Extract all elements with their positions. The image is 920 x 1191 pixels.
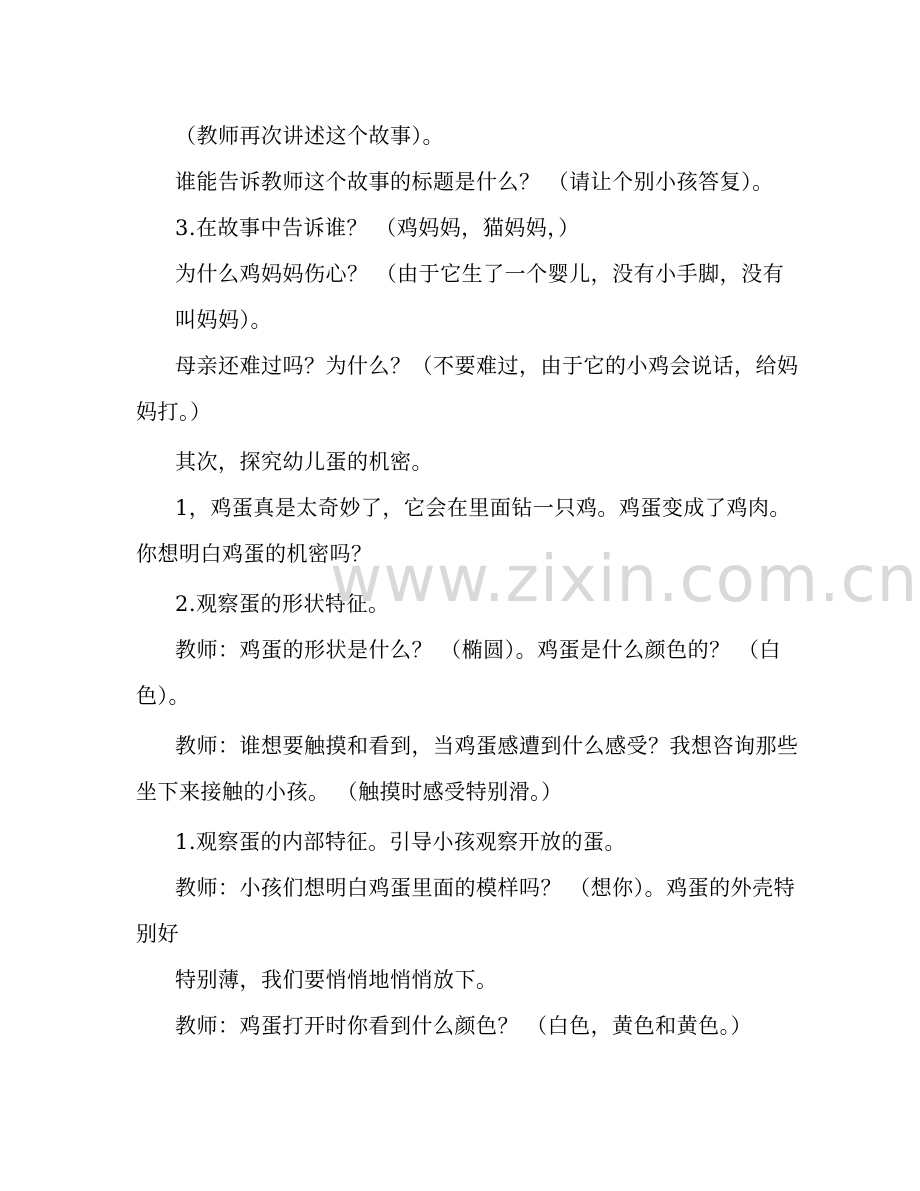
text-line: 教师：鸡蛋打开时你看到什么颜色？ （白色，黄色和黄色。） <box>175 1014 753 1038</box>
text-line: 其次，探究幼儿蛋的机密。 <box>175 450 433 474</box>
text-line: 教师：小孩们想明白鸡蛋里面的模样吗？ （想你）。鸡蛋的外壳特 <box>175 876 796 900</box>
text-line: 母亲还难过吗？为什么？（不要难过，由于它的小鸡会说话，给妈 <box>175 354 799 378</box>
text-line: 为什么鸡妈妈伤心？ （由于它生了一个婴儿，没有小手脚，没有 <box>175 262 785 286</box>
text-line: 你想明白鸡蛋的机密吗？ <box>136 542 373 566</box>
text-line: 教师：鸡蛋的形状是什么？ （椭圆）。鸡蛋是什么颜色的？ （白 <box>175 638 781 662</box>
text-line: 坐下来接触的小孩。 （触摸时感受特别滑。） <box>136 780 563 804</box>
text-line: 1，鸡蛋真是太奇妙了，它会在里面钻一只鸡。鸡蛋变成了鸡肉。 <box>175 496 791 520</box>
text-line: 2.观察蛋的形状特征。 <box>175 592 390 616</box>
text-line: 妈打。） <box>136 400 212 424</box>
text-line: 特别薄，我们要悄悄地悄悄放下。 <box>175 968 498 992</box>
text-line: 叫妈妈）。 <box>175 308 272 332</box>
watermark: www.zixin.com.cn <box>330 543 919 617</box>
text-line: （教师再次讲述这个故事）。 <box>175 124 444 148</box>
text-line: 别好 <box>136 922 179 946</box>
text-line: 教师：谁想要触摸和看到，当鸡蛋感遭到什么感受？我想咨询那些 <box>175 734 799 758</box>
text-line: 1.观察蛋的内部特征。引导小孩观察开放的蛋。 <box>175 830 627 854</box>
text-line: 色）。 <box>136 684 190 708</box>
text-line: 谁能告诉教师这个故事的标题是什么？ （请让个别小孩答复）。 <box>175 170 774 194</box>
text-line: 3.在故事中告诉谁？ （鸡妈妈，猫妈妈，） <box>175 216 580 240</box>
